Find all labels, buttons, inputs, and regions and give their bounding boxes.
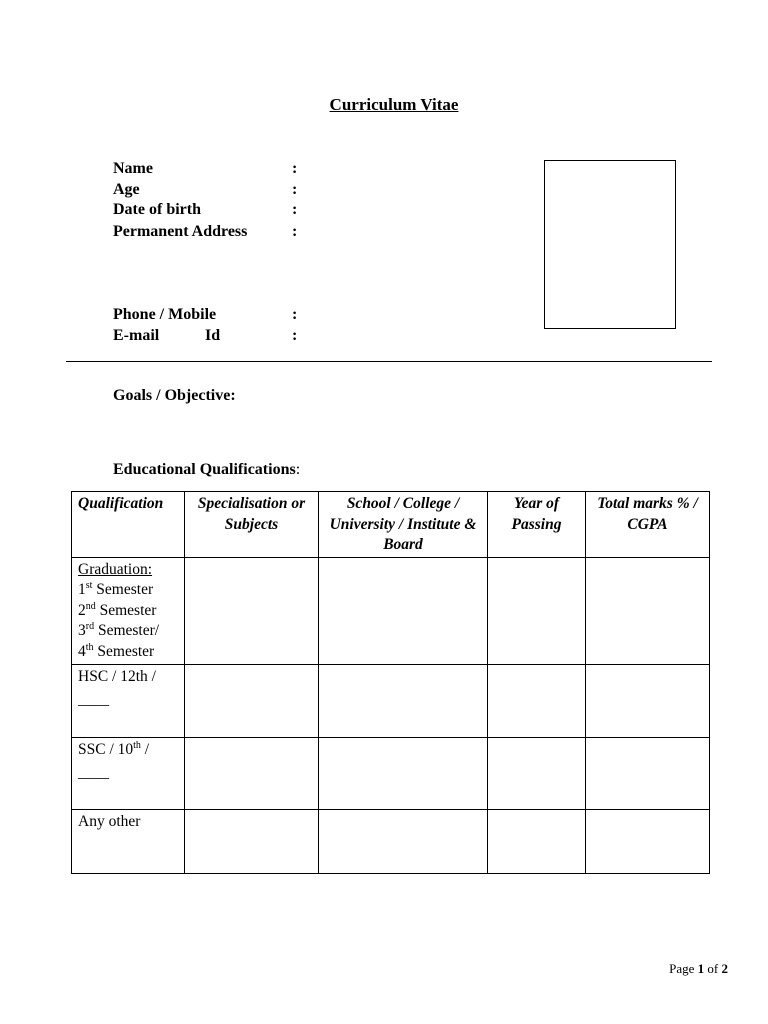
header-institution: School / College / University / Institute & Board bbox=[319, 492, 488, 558]
field-name-colon: : bbox=[292, 160, 298, 177]
footer-total-pages: 2 bbox=[721, 961, 728, 976]
hsc-label: HSC / 12th / bbox=[78, 668, 156, 685]
table-cell bbox=[586, 810, 710, 874]
photo-placeholder-box bbox=[544, 160, 676, 329]
field-phone-label: Phone / Mobile bbox=[113, 306, 217, 323]
document-title: Curriculum Vitae bbox=[329, 95, 459, 114]
sem4-num: 4 bbox=[78, 642, 86, 660]
field-dob-label: Date of birth bbox=[113, 201, 201, 218]
table-cell bbox=[319, 738, 488, 810]
table-cell bbox=[319, 665, 488, 738]
qualification-ssc bbox=[72, 738, 185, 810]
field-email-colon: : bbox=[292, 327, 298, 344]
field-dob-colon: : bbox=[292, 201, 298, 218]
table-header-row bbox=[72, 492, 710, 558]
table-cell bbox=[488, 557, 586, 665]
sem4-sup: th bbox=[85, 641, 94, 653]
ssc-label-pre: SSC / 10 bbox=[78, 741, 134, 758]
sem3-num: 3 bbox=[78, 622, 86, 639]
qualification-hsc bbox=[72, 665, 185, 738]
header-year: Year of Passing bbox=[488, 492, 586, 558]
table-cell bbox=[488, 665, 586, 738]
table-cell bbox=[185, 665, 319, 738]
field-address-label: Permanent Address bbox=[113, 223, 248, 240]
table-cell bbox=[319, 557, 488, 665]
sem3-sup: rd bbox=[85, 620, 95, 632]
education-heading-colon: : bbox=[295, 461, 301, 478]
sem3-text: Semester/ bbox=[94, 622, 160, 639]
header-qualification: Qualification bbox=[72, 492, 185, 558]
field-age-colon: : bbox=[292, 181, 298, 198]
goals-heading: Goals / Objective: bbox=[113, 387, 236, 404]
sem1-num: 1 bbox=[78, 581, 86, 598]
sem2-num: 2 bbox=[78, 601, 86, 619]
qualification-graduation bbox=[72, 557, 185, 665]
ssc-label-post: / bbox=[140, 741, 150, 758]
graduation-label: Graduation: bbox=[78, 560, 153, 578]
table-cell bbox=[586, 557, 710, 665]
qualification-other: Any other bbox=[72, 810, 185, 874]
footer-of-word: of bbox=[704, 961, 722, 976]
table-cell bbox=[488, 738, 586, 810]
sem2-sup: nd bbox=[85, 600, 96, 612]
sem2-text: Semester bbox=[95, 601, 157, 619]
sem1-text: Semester bbox=[92, 581, 154, 598]
hsc-blank-line: ____ bbox=[78, 690, 109, 708]
table-cell bbox=[185, 738, 319, 810]
header-specialisation: Specialisation or Subjects bbox=[185, 492, 319, 558]
table-cell bbox=[319, 810, 488, 874]
table-cell bbox=[586, 738, 710, 810]
page-footer bbox=[669, 961, 728, 977]
field-address-colon: : bbox=[292, 223, 298, 240]
sem1-sup: st bbox=[85, 579, 93, 591]
field-email-label: E-mail bbox=[113, 327, 160, 344]
table-row bbox=[72, 665, 710, 738]
table-row bbox=[72, 810, 710, 874]
table-row bbox=[72, 738, 710, 810]
field-phone-colon: : bbox=[292, 306, 298, 323]
section-divider bbox=[66, 361, 712, 362]
table-cell bbox=[185, 557, 319, 665]
education-table bbox=[71, 491, 710, 874]
header-marks: Total marks % / CGPA bbox=[586, 492, 710, 558]
ssc-label-sup: th bbox=[133, 739, 141, 751]
table-cell bbox=[185, 810, 319, 874]
field-email-id-label: Id bbox=[205, 327, 221, 344]
table-row bbox=[72, 557, 710, 665]
field-age-label: Age bbox=[113, 181, 140, 198]
education-heading bbox=[113, 461, 300, 479]
table-cell bbox=[586, 665, 710, 738]
table-cell bbox=[488, 810, 586, 874]
footer-page-word: Page bbox=[669, 961, 698, 976]
education-heading-text: Educational Qualifications bbox=[113, 461, 296, 478]
sem4-text: Semester bbox=[93, 642, 155, 660]
field-name-label: Name bbox=[113, 160, 153, 177]
footer-current-page: 1 bbox=[697, 961, 705, 976]
ssc-blank-line: ____ bbox=[78, 763, 109, 781]
